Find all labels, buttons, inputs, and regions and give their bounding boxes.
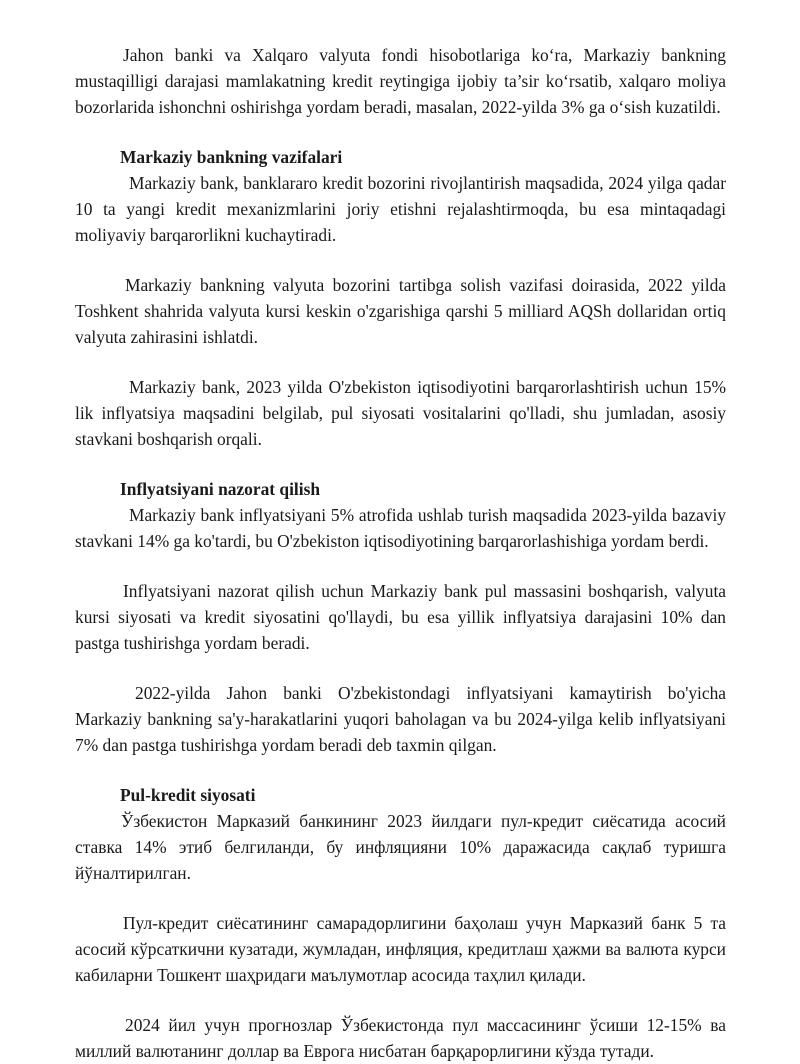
paragraph-money-supply: Inflyatsiyani nazorat qilish uchun Markaziy bank pul massasini boshqarish, valyuta kursi siyosati va kredit siyosatini qo'llaydi, bu esa yillik inflyatsiya darajasini 10% dan pastga tushirishga yordam beradi.	[75, 581, 726, 653]
paragraph-central-bank-independence: Jahon banki va Xalqaro valyuta fondi hisobotlariga ko‘ra, Markaziy bankning mustaqilligi darajasi mamlakatning kredit reytingiga ijobiy ta’sir ko‘rsatib, xalqaro moliya bozorlarida ishonchni oshirishga yordam beradi, masalan, 2022-yilda 3% ga o‘sish kuzatildi.	[75, 45, 726, 117]
paragraph-base-rate: Markaziy bank inflyatsiyani 5% atrofida ushlab turish maqsadida 2023-yilda bazaviy stavkani 14% ga ko'tardi, bu O'zbekiston iqtisodiyotining barqarorlashishiga yordam berdi.	[75, 505, 726, 551]
heading-monetary-policy: Pul-kredit siyosati	[120, 785, 256, 805]
paragraph-policy-indicators-cyrillic: Пул-кредит сиёсатининг самарадорлигини баҳолаш учун Марказий банк 5 та асосий кўрсаткични кузатади, жумладан, инфляция, кредитлаш ҳажми ва валюта курси кабиларни Тошкент шаҳридаги маълумотлар асосида таҳлил қилади.	[75, 913, 726, 985]
paragraph-interbank-credit: Markaziy bank, banklararo kredit bozorini rivojlantirish maqsadida, 2024 yilga qadar 10 ta yangi kredit mexanizmlarini joriy etishni rejalashtirmoqda, bu esa mintaqadagi moliyaviy barqarorlikni kuchaytiradi.	[75, 173, 726, 245]
heading-inflation-control: Inflyatsiyani nazorat qilish	[120, 479, 321, 499]
document-page	[75, 42, 726, 1064]
paragraph-key-rate-cyrillic: Ўзбекистон Марказий банкининг 2023 йилдаги пул-кредит сиёсатида асосий ставка 14% этиб белгиланди, бу инфляцияни 10% даражасида сақлаб туришга йўналтирилган.	[75, 811, 726, 883]
heading-central-bank-tasks: Markaziy bankning vazifalari	[120, 147, 343, 167]
paragraph-world-bank-assessment: 2022-yilda Jahon banki O'zbekistondagi inflyatsiyani kamaytirish bo'yicha Markaziy bankning sa'y-harakatlarini yuqori baholagan va bu 2024-yilga kelib inflyatsiyani 7% dan pastga tushirishga yordam beradi deb taxmin qilgan.	[75, 683, 726, 755]
paragraph-currency-regulation: Markaziy bankning valyuta bozorini tartibga solish vazifasi doirasida, 2022 yilda Toshkent shahrida valyuta kursi keskin o'zgarishiga qarshi 5 milliard AQSh dollaridan ortiq valyuta zahirasini ishlatdi.	[75, 275, 726, 347]
paragraph-2024-forecast-cyrillic: 2024 йил учун прогнозлар Ўзбекистонда пул массасининг ўсиши 12-15% ва миллий валютанинг доллар ва Еврога нисбатан барқарорлигини кўзда тутади.	[75, 1015, 726, 1061]
paragraph-inflation-target: Markaziy bank, 2023 yilda O'zbekiston iqtisodiyotini barqarorlashtirish uchun 15% lik inflyatsiya maqsadini belgilab, pul siyosati vositalarini qo'lladi, shu jumladan, asosiy stavkani boshqarish orqali.	[75, 377, 726, 449]
